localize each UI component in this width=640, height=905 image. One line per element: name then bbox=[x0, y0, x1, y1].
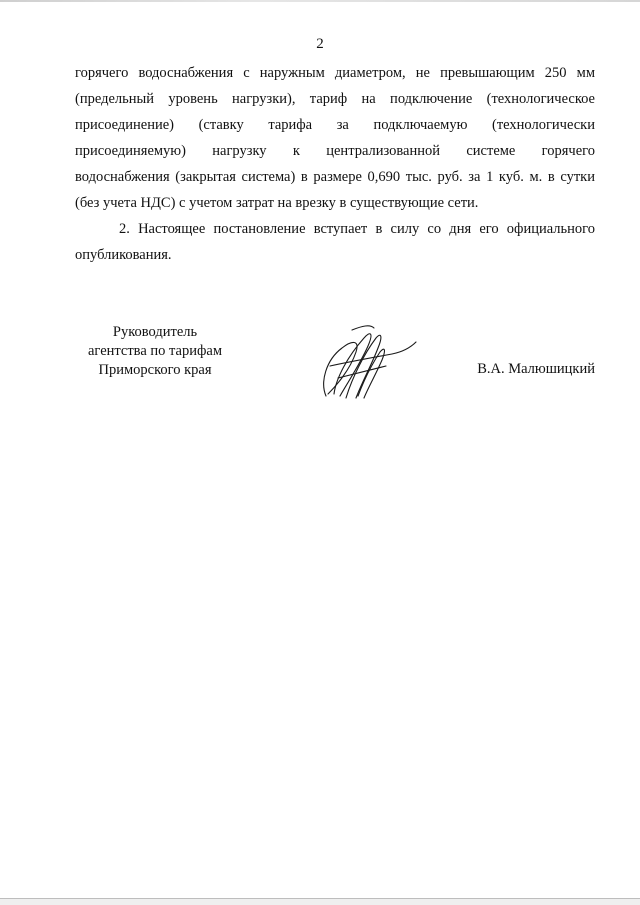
paragraph-1-line: присоединяемую) нагрузку к централизованной системе горячего bbox=[75, 143, 595, 159]
signatory-title-line: агентства по тарифам bbox=[88, 343, 222, 359]
paragraph-1-line: (предельный уровень нагрузки), тариф на подключение (технологическое bbox=[75, 91, 595, 107]
signatory-title-line: Руководитель bbox=[112, 324, 198, 340]
document-body bbox=[75, 60, 595, 268]
paragraph-1-line: присоединение) (ставку тарифа за подключаемую (технологически bbox=[75, 117, 595, 133]
paragraph-1-line: (без учета НДС) с учетом затрат на врезку в существующие сети. bbox=[75, 195, 479, 211]
signatory-title bbox=[75, 323, 235, 380]
paragraph-2-line: опубликования. bbox=[75, 247, 172, 263]
signatory-title-line: Приморского края bbox=[98, 362, 212, 378]
handwritten-signature bbox=[312, 320, 422, 402]
paragraph-1-line: горячего водоснабжения с наружным диаметром, не превышающим 250 мм bbox=[75, 65, 595, 81]
paragraph-2-line: 2. Настоящее постановление вступает в силу со дня его официального bbox=[119, 221, 595, 237]
scan-edge-top bbox=[0, 0, 640, 2]
page-number: 2 bbox=[316, 36, 324, 52]
paragraph-1-line: водоснабжения (закрытая система) в размере 0,690 тыс. руб. за 1 куб. м. в сутки bbox=[75, 169, 595, 185]
signer-name: В.А. Малюшицкий bbox=[477, 361, 595, 377]
scan-edge-bottom bbox=[0, 898, 640, 905]
